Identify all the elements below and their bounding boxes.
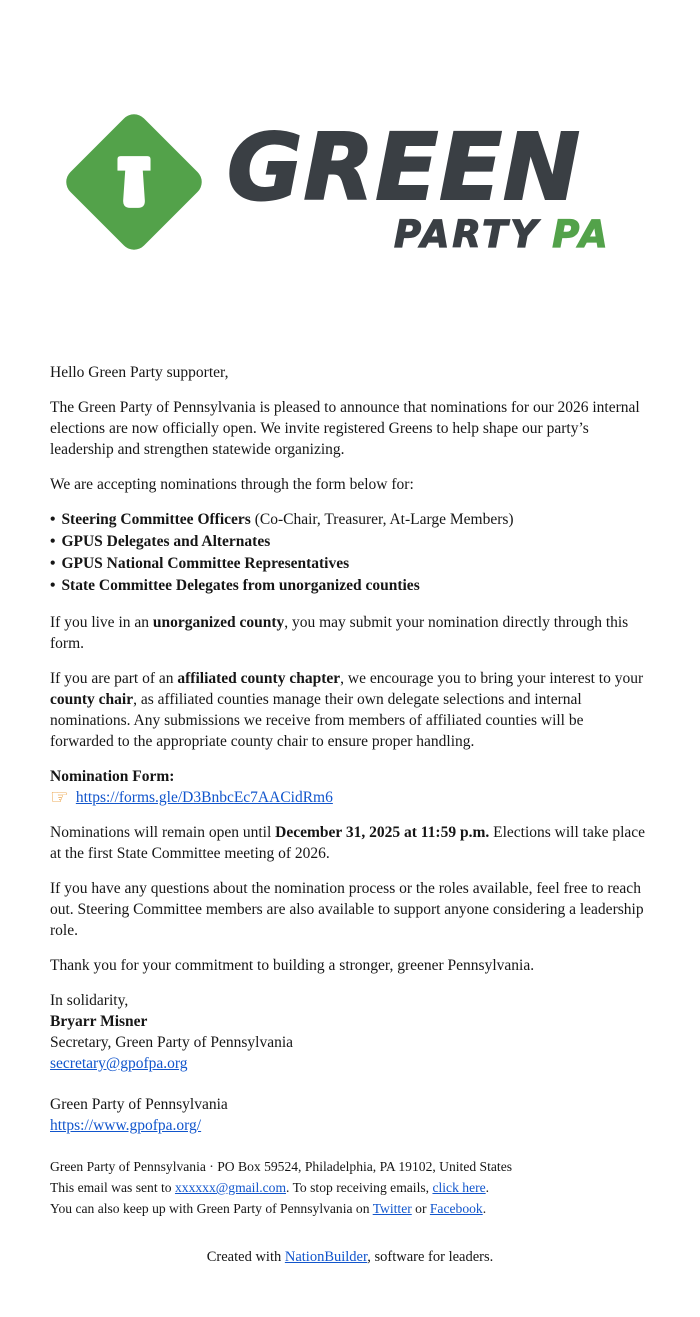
signature-block [50,990,650,1074]
logo-word-pa: PA [552,213,611,256]
footer-sent-line [50,1177,650,1198]
paragraph-text: , as affiliated counties manage their own delegate selections and internal nominations. Any submissions we receive from members of affiliated counties will be forwarded to the appropriate county chair to ensure proper handling. [50,691,584,750]
greeting-text: Hello Green Party supporter, [50,364,229,381]
org-block [50,1094,650,1136]
twitter-link[interactable]: Twitter [372,1201,412,1216]
green-party-pa-logo [64,108,700,270]
footer-text: . [482,1201,487,1216]
paragraph-text: Elections will take place at the first State Committee meeting of 2026. [50,824,646,862]
role-name: State Committee Delegates from unorganized counties [61,577,420,594]
signer-name: Bryarr Misner [50,1013,148,1030]
footer-text: . [485,1180,490,1195]
logo-word-party: PARTY [394,213,541,256]
facebook-link[interactable]: Facebook [429,1201,483,1216]
logo-wordmark-party-pa [394,213,611,256]
bullet-marker: • [50,511,56,528]
role-name: GPUS National Committee Representatives [61,555,350,572]
role-name: GPUS Delegates and Alternates [61,533,271,550]
paragraph-text: , you may submit your nomination directly through this form. [50,614,629,652]
logo-diamond [60,108,207,255]
list-item [50,553,650,575]
list-item [50,575,650,597]
nomination-roles-list [50,509,650,597]
paragraph-text: Nominations will remain open until [50,824,276,841]
footer-text: You can also keep up with Green Party of Pennsylvania on [50,1201,373,1216]
unorganized-county-paragraph [50,612,650,654]
nationbuilder-link[interactable]: NationBuilder [284,1249,368,1265]
list-item [50,531,650,553]
emphasis-text: unorganized county [152,614,285,631]
heading-text: Nomination Form: [50,768,175,785]
email-footer [50,1156,650,1219]
footer-address: Green Party of Pennsylvania · PO Box 59524, Philadelphia, PA 19102, United States [50,1159,513,1174]
unsubscribe-link[interactable]: click here [432,1180,486,1195]
signer-title: Secretary, Green Party of Pennsylvania [50,1034,294,1051]
org-name: Green Party of Pennsylvania [50,1096,228,1113]
email-page [0,108,700,1317]
nomination-form-heading [50,766,650,787]
deadline-paragraph [50,822,650,864]
pointing-finger-icon: ☞ [50,785,69,809]
logo-wordmark-green: GREEN [227,114,582,221]
created-with-line [50,1247,650,1268]
paragraph-text: If you are part of an [50,670,178,687]
email-body [0,270,700,1268]
bullet-marker: • [50,577,56,594]
nomination-form-line [50,787,650,808]
recipient-email-link[interactable]: xxxxxx@gmail.com [174,1180,287,1195]
emphasis-text: county chair [50,691,134,708]
role-detail: (Co-Chair, Treasurer, At-Large Members) [250,511,514,528]
list-item [50,509,650,531]
paragraph-text: , we encourage you to bring your interest to your [340,670,644,687]
nomination-form-link[interactable]: https://forms.gle/D3BnbcEc7AACidRm6 [75,789,333,806]
affiliated-county-paragraph [50,668,650,752]
signoff-text: In solidarity, [50,992,129,1009]
org-url-link[interactable]: https://www.gpofpa.org/ [50,1117,202,1134]
intro-paragraph: The Green Party of Pennsylvania is pleased to announce that nominations for our 2026 internal elections are now officially open. We invite registered Greens to help shape our party’s leadership and strengthen statewide organizing. [50,399,640,458]
thanks-paragraph: Thank you for your commitment to building a stronger, greener Pennsylvania. [50,957,535,974]
role-name: Steering Committee Officers [61,511,251,528]
bullet-marker: • [50,533,56,550]
emphasis-text: affiliated county chapter [177,670,341,687]
bullet-marker: • [50,555,56,572]
deadline-date: December 31, 2025 at 11:59 p.m. [275,824,490,841]
keystone-icon [82,130,186,234]
footer-text: , software for leaders. [367,1249,494,1265]
secretary-email-link[interactable]: secretary@gpofpa.org [50,1055,188,1072]
paragraph-text: If you live in an [50,614,153,631]
accepting-line: We are accepting nominations through the form below for: [50,476,414,493]
questions-paragraph: If you have any questions about the nomination process or the roles available, feel free to reach out. Steering Committee members are also available to support anyone considering a leadership role. [50,880,644,939]
footer-text: . To stop receiving emails, [286,1180,433,1195]
footer-text: or [411,1201,430,1216]
footer-text: Created with [206,1249,285,1265]
footer-text: This email was sent to [50,1180,175,1195]
